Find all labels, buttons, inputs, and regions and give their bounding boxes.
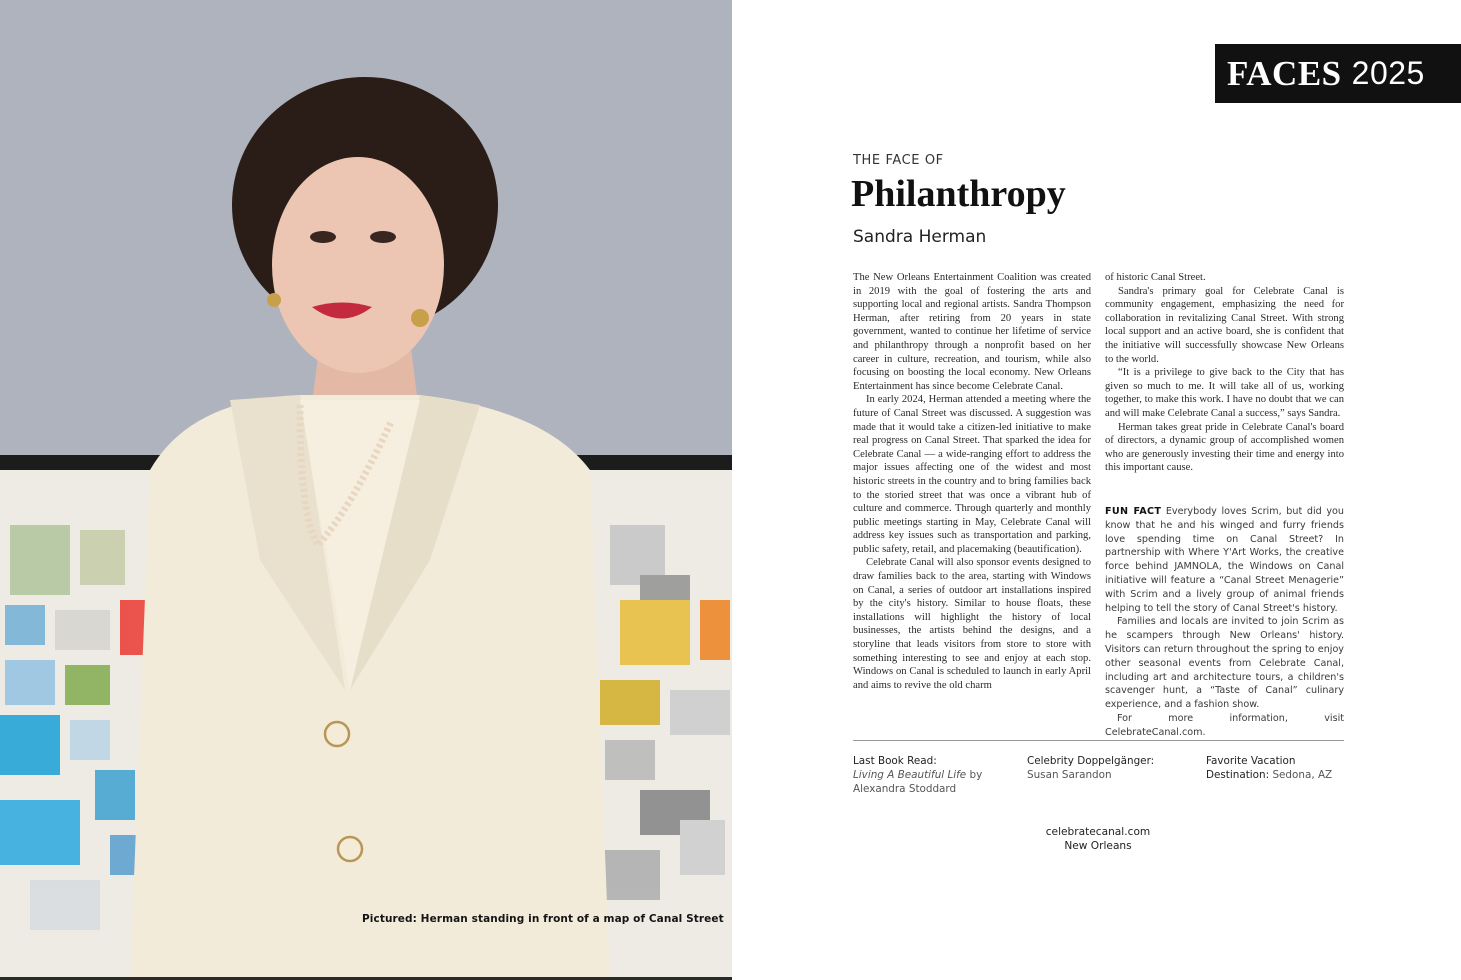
- article-kicker: THE FACE OF: [853, 153, 944, 168]
- article-column-1: [853, 271, 1091, 692]
- divider: [853, 740, 1344, 741]
- fun-fact-box: [1105, 505, 1344, 740]
- fun-fact-paragraph: Families and locals are invited to join Scrim as he scampers through New Orleans' history. Visitors can return throughout the spring to enjoy other seasonal events from Celebrate Canal, including art and architecture tours, a children's scavenger hunt, a “Taste of Canal” culinary experience, and a fashion show.: [1105, 616, 1344, 711]
- fact-question: Celebrity Doppelgänger:: [1027, 755, 1155, 767]
- jacket-button: [325, 722, 349, 746]
- article-byline: Sandra Herman: [853, 227, 987, 247]
- paragraph: The New Orleans Entertainment Coalition was created in 2019 with the goal of fostering the arts and supporting local and regional artists. Sandra Thompson Herman, after retiring from 20 years in state government, wanted to continue her lifetime of service and philanthropy through a nonprofit based on her career in culture, recreation, and tourism, while also focusing on boosting the local economy. New Orleans Entertainment has since become Celebrate Canal.: [853, 272, 1091, 392]
- book-title: Living A Beautiful Life: [853, 768, 967, 781]
- badge-year: 2025: [1351, 55, 1425, 91]
- fact-doppelganger: [1027, 755, 1187, 783]
- paragraph: In early 2024, Herman attended a meeting where the future of Canal Street was discussed. A suggestion was made that it would take a citizen-led initiative to make real progress on Canal Street. That sparked the idea for Celebrate Canal — a wide-ranging effort to address the major issues affecting one of the widest and most historic streets in the country and to bring families back to the storied street that was once a vibrant hub of culture and commerce. Through quarterly and monthly public meetings starting in May, Celebrate Canal will address key issues such as transportation and parking, public safety, retail, and placemaking (beautification).: [853, 394, 1091, 555]
- paragraph: Herman takes great pride in Celebrate Canal's board of directors, a dynamic group of accomplished women who are generously investing their time and energy into this important cause.: [1105, 421, 1344, 474]
- fact-last-book: [853, 755, 1013, 796]
- paragraph: of historic Canal Street.: [1105, 272, 1206, 283]
- fact-answer: Sedona, AZ: [1269, 768, 1333, 781]
- paragraph: Sandra's primary goal for Celebrate Canal is community engagement, emphasizing the need for collaboration in revitalizing Canal Street. With strong local support and an active board, she is confident that the initiative will successfully showcase New Orleans to the world.: [1105, 285, 1344, 365]
- fact-question: Favorite Vacation Destination:: [1206, 755, 1296, 781]
- fun-fact-label: FUN FACT: [1105, 506, 1162, 517]
- book-author: by Alexandra Stoddard: [853, 768, 983, 795]
- fun-fact-paragraph: For more information, visit CelebrateCanal.com.: [1105, 712, 1344, 738]
- section-badge: [1215, 44, 1461, 103]
- paragraph: “It is a privilege to give back to the City that has given so much to me. It will take all of us, working together, to make this work. I have no doubt that we can and will make Celebrate Canal a success,” says Sandra.: [1105, 367, 1344, 419]
- fact-vacation: [1206, 755, 1356, 783]
- fun-fact-text: Everybody loves Scrim, but did you know that he and his winged and furry friends love spending time on Canal Street? In partnership with Where Y'Art Works, the creative force behind JAMNOLA, the Windows on Canal initiative will feature a “Canal Street Menagerie” with Scrim and a lively group of animal friends helping to tell the story of Canal Street's history.: [1105, 506, 1344, 614]
- fun-fact-paragraph: [1105, 505, 1344, 615]
- footer-url[interactable]: celebratecanal.com: [1045, 826, 1151, 838]
- photo-caption: Pictured: Herman standing in front of a map of Canal Street: [362, 913, 724, 925]
- badge-word: FACES: [1227, 53, 1342, 93]
- footer-city: New Orleans: [1064, 840, 1132, 852]
- paragraph: Celebrate Canal will also sponsor events designed to draw families back to the area, starting with Windows on Canal, a series of outdoor art installations inspired by the city's history. Similar to house floats, these installations will highlight the history of local businesses, the artists behind the designs, and a storyline that leads visitors from store to store with something interesting to see and enjoy at each stop. Windows on Canal is scheduled to launch in early April and aims to revive the old charm: [853, 557, 1091, 691]
- article-headline: Philanthropy: [851, 173, 1066, 215]
- article-column-2: [1105, 271, 1344, 475]
- fact-answer: Susan Sarandon: [1027, 768, 1112, 781]
- face: [272, 157, 444, 373]
- jacket-button: [338, 837, 362, 861]
- footer: [1010, 825, 1186, 853]
- fact-question: Last Book Read:: [853, 755, 937, 767]
